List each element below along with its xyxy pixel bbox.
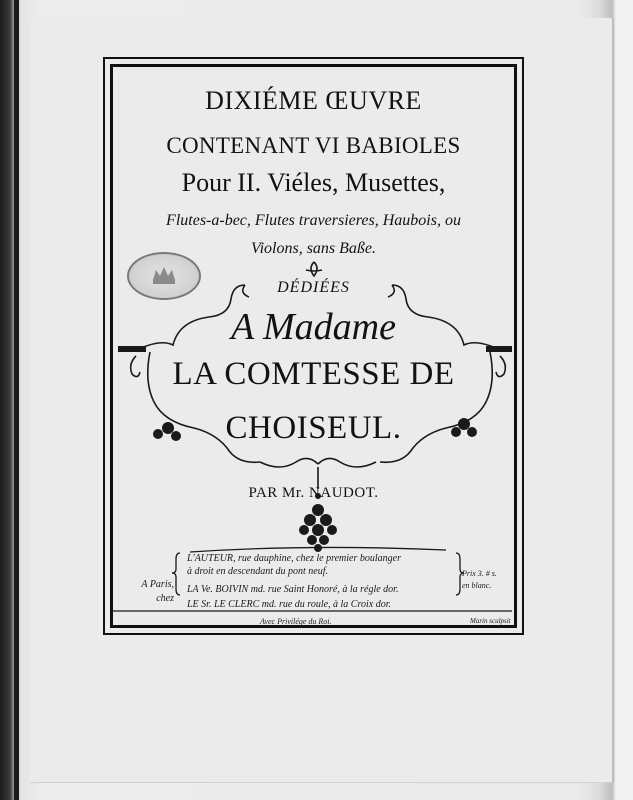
dedicatee-name-line-1: LA COMTESSE DE [172, 356, 455, 392]
a-paris-text: A Paris, [141, 579, 174, 590]
title-line-5: Violons, sans Baße. [250, 240, 377, 257]
dedicatee-name-line-2: CHOISEUL. [225, 410, 402, 446]
title-line-4: Flutes-a-bec, Flutes traversieres, Haubois, ou [166, 212, 461, 229]
address-line-3: LA Ve. BOIVIN md. rue Saint Honoré, à la régle dor. [187, 584, 399, 595]
dediees-label: DÉDIÉES [277, 279, 350, 296]
a-paris-label [118, 578, 174, 606]
address-line-4: LE Sr. LE CLERC md. rue du roule, à la Croix dor. [187, 599, 391, 610]
engraver-credit: Marin sculpsit [470, 617, 511, 625]
title-line-1: DIXIÉME ŒUVRE [205, 86, 422, 115]
address-line-2: à droit en descendant du pont neuf. [187, 566, 328, 577]
price-line-2: en blanc. [462, 581, 492, 590]
privilege-note: Avec Privilége du Roi. [260, 617, 332, 626]
a-madame-label: A Madame [231, 306, 396, 348]
title-line-2: CONTENANT VI BABIOLES [166, 133, 461, 158]
price-note [462, 568, 497, 592]
composer-credit: PAR Mr. NAUDOT. [248, 485, 379, 501]
address-line-1: L'AUTEUR, rue dauphine, chez le premier boulanger [187, 553, 401, 564]
chez-text: chez [156, 593, 174, 604]
price-line-1: Prix 3. # s. [462, 569, 497, 578]
title-line-3: Pour II. Viéles, Musettes, [181, 168, 446, 197]
